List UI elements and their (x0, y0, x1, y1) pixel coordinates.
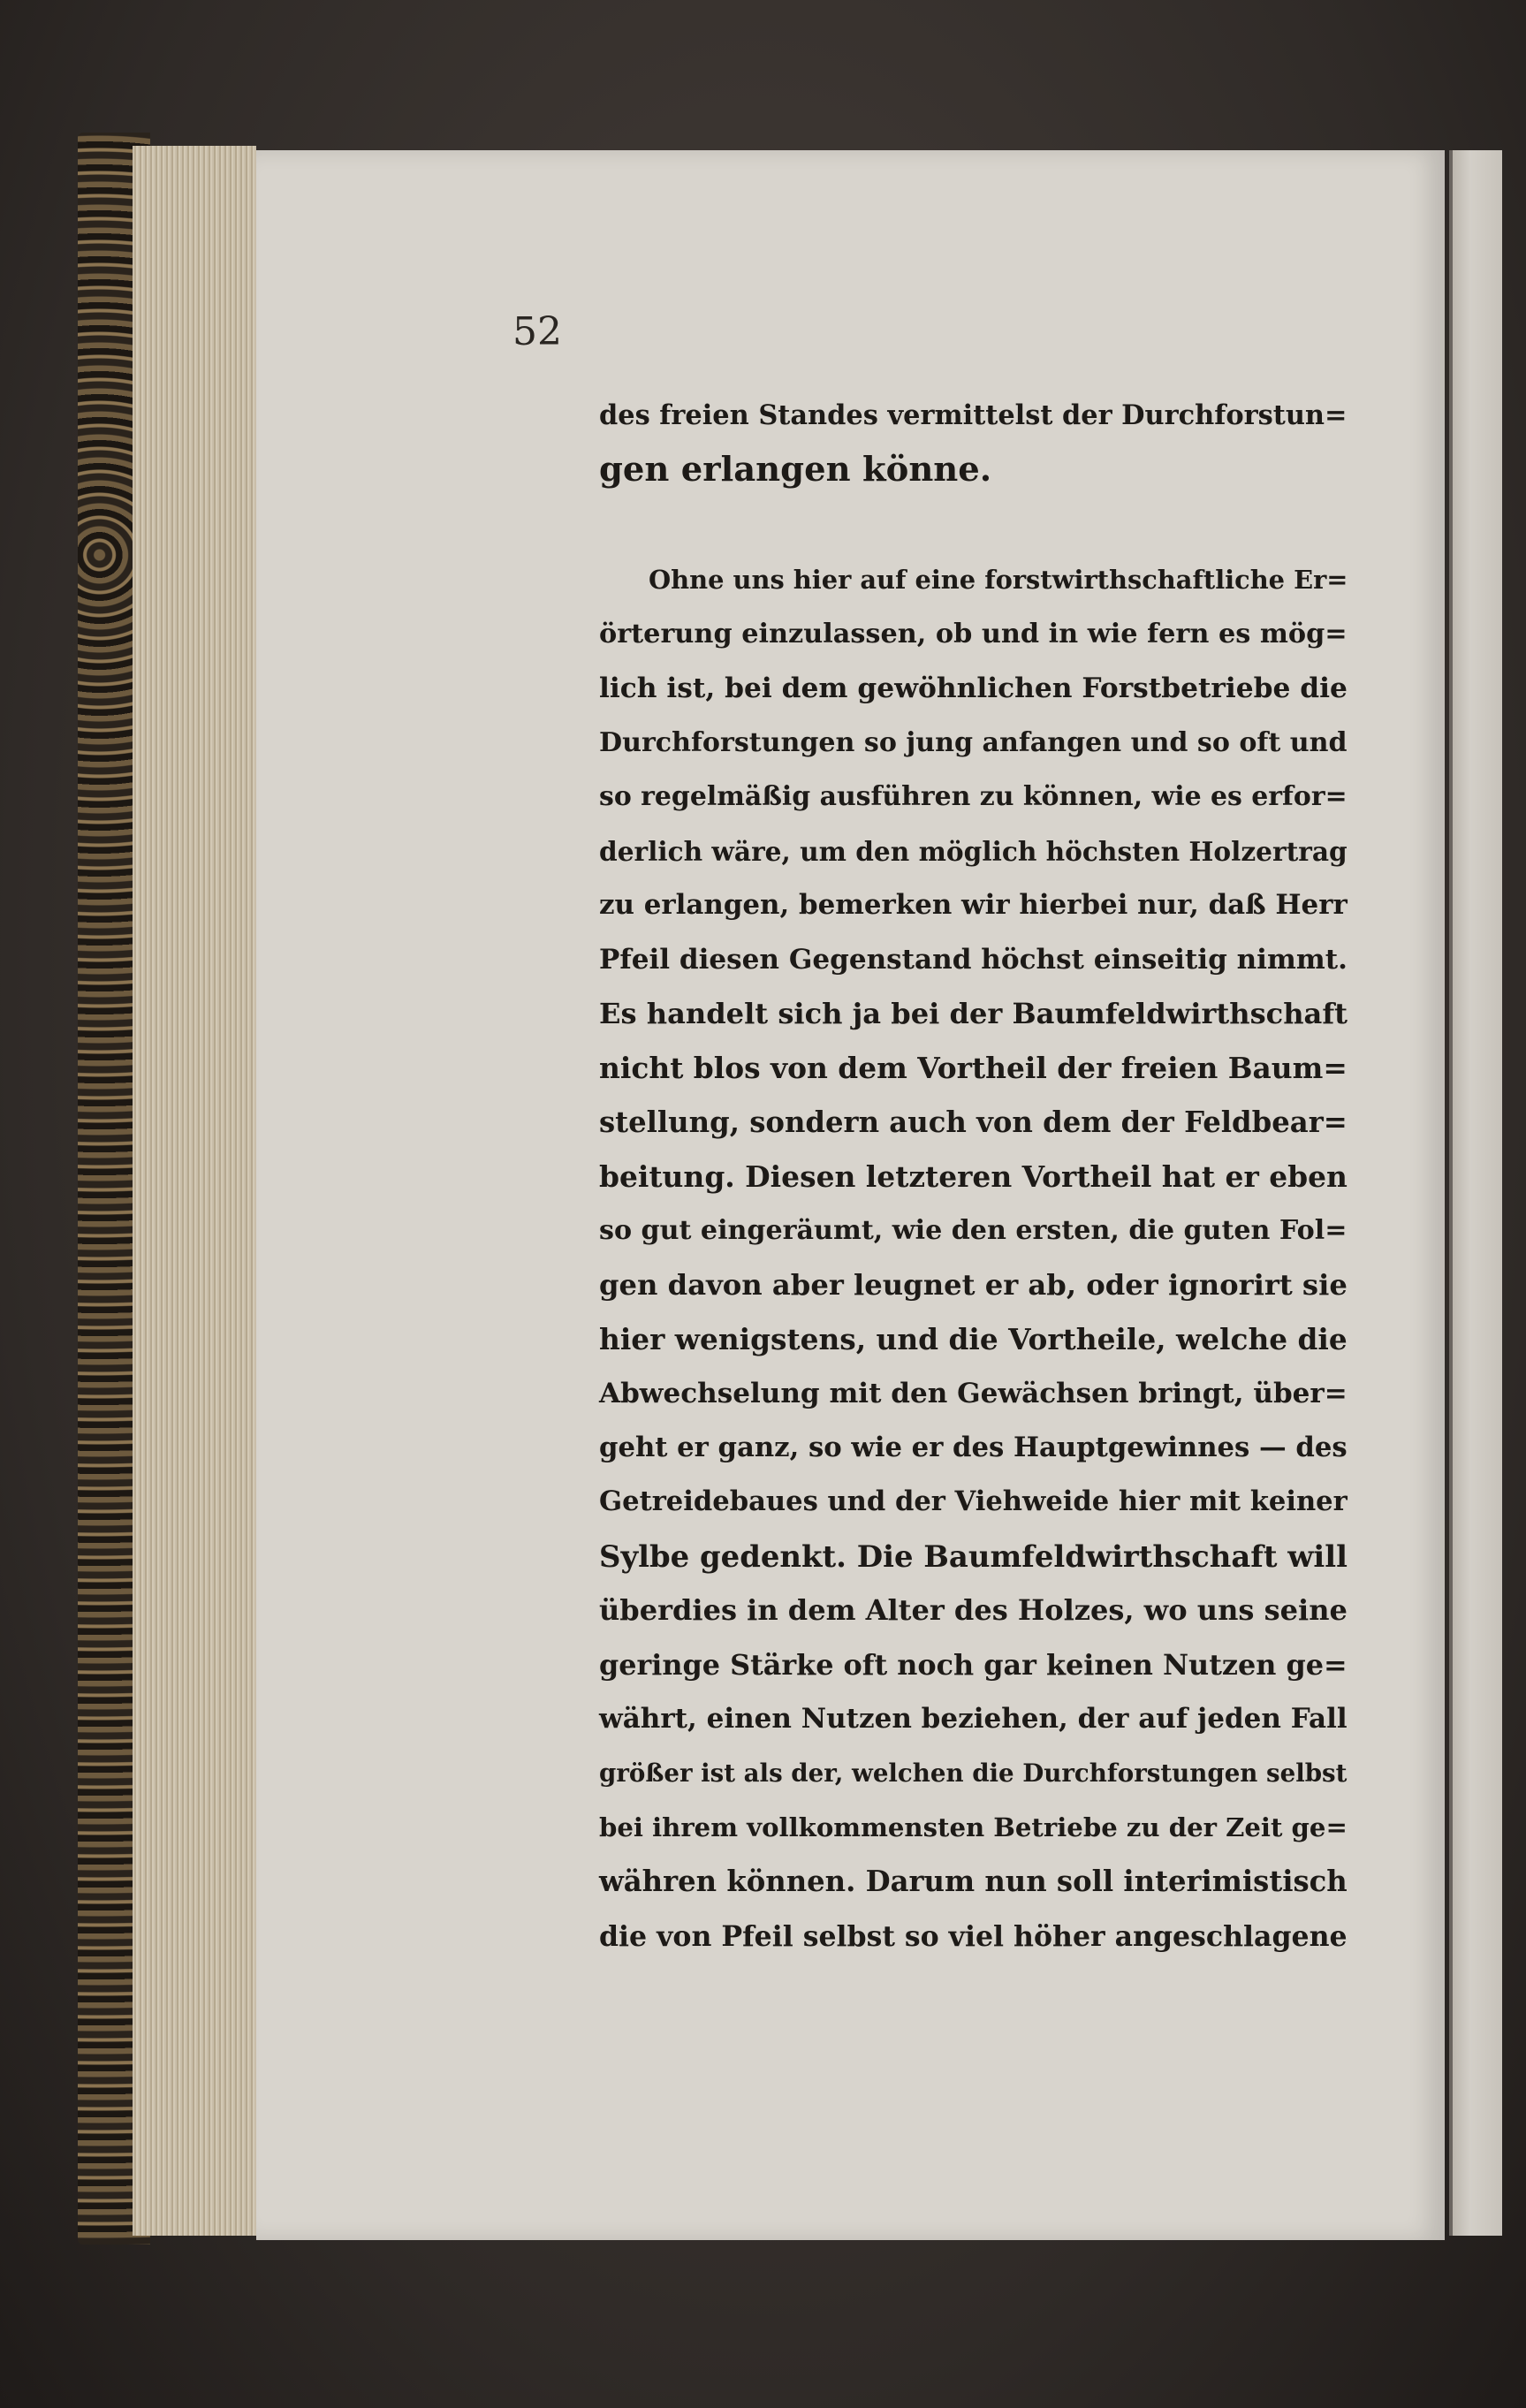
text-line: nicht blos von dem Vortheil der freien Baum= (599, 1051, 1348, 1086)
text-line: währt, einen Nutzen beziehen, der auf jeden Fall (599, 1702, 1348, 1735)
paragraph-2 (599, 553, 1359, 1964)
text-line: so gut eingeräumt, wie den ersten, die guten Fol= (599, 1215, 1348, 1247)
text-line: gen erlangen könne. (599, 450, 992, 490)
text-line: währen können. Darum nun soll interimistisch (599, 1865, 1348, 1899)
text-line: die von Pfeil selbst so viel höher angeschlagene (599, 1919, 1348, 1953)
text-line: Durchforstungen so jung anfangen und so oft und (599, 726, 1348, 758)
text-line: geht er ganz, so wie er des Hauptgewinnes — des (599, 1432, 1348, 1464)
text-block (599, 389, 1359, 1964)
text-line: gen davon aber leugnet er ab, oder ignorirt sie (599, 1267, 1348, 1302)
text-line: des freien Standes vermittelst der Durchforstun= (599, 399, 1348, 431)
text-line: Ohne uns hier auf eine forstwirthschaftliche Er= (649, 564, 1348, 595)
text-line: beitung. Diesen letzteren Vortheil hat er eben (599, 1159, 1348, 1195)
text-line: lich ist, bei dem gewöhnlichen Forstbetriebe die (599, 672, 1348, 704)
text-line: geringe Stärke oft noch gar keinen Nutzen ge= (599, 1647, 1348, 1682)
text-line: Sylbe gedenkt. Die Baumfeldwirthschaft will (599, 1538, 1348, 1574)
text-line: so regelmäßig ausführen zu können, wie es erfor= (599, 781, 1348, 813)
text-line: Pfeil diesen Gegenstand höchst einseitig nimmt. (599, 943, 1348, 976)
text-line: Getreidebaues und der Viehweide hier mit keiner (599, 1485, 1348, 1518)
text-line: derlich wäre, um den möglich höchsten Holzertrag (599, 835, 1348, 867)
paragraph-gap (599, 498, 1359, 553)
paragraph-1 (599, 389, 1359, 498)
text-line: größer ist als der, welchen die Durchforstungen selbst (599, 1759, 1348, 1789)
text-line: stellung, sondern auch von dem der Feldbear= (599, 1105, 1348, 1139)
text-line: bei ihrem vollkommensten Betriebe zu der Zeit ge= (599, 1812, 1348, 1842)
gutter (1449, 150, 1453, 2236)
text-line: hier wenigstens, und die Vortheile, welche die (599, 1322, 1348, 1357)
text-line: Abwechselung mit den Gewächsen bringt, über= (599, 1377, 1348, 1409)
page-number: 52 (512, 309, 562, 354)
facing-page-edge (1449, 150, 1502, 2236)
text-line: Es handelt sich ja bei der Baumfeldwirthschaft (599, 996, 1348, 1030)
page-edges (133, 146, 256, 2236)
text-line: zu erlangen, bemerken wir hierbei nur, daß Herr (599, 889, 1348, 922)
text-line: überdies in dem Alter des Holzes, wo uns seine (599, 1593, 1348, 1628)
text-line: örterung einzulassen, ob und in wie fern es mög= (599, 619, 1348, 650)
